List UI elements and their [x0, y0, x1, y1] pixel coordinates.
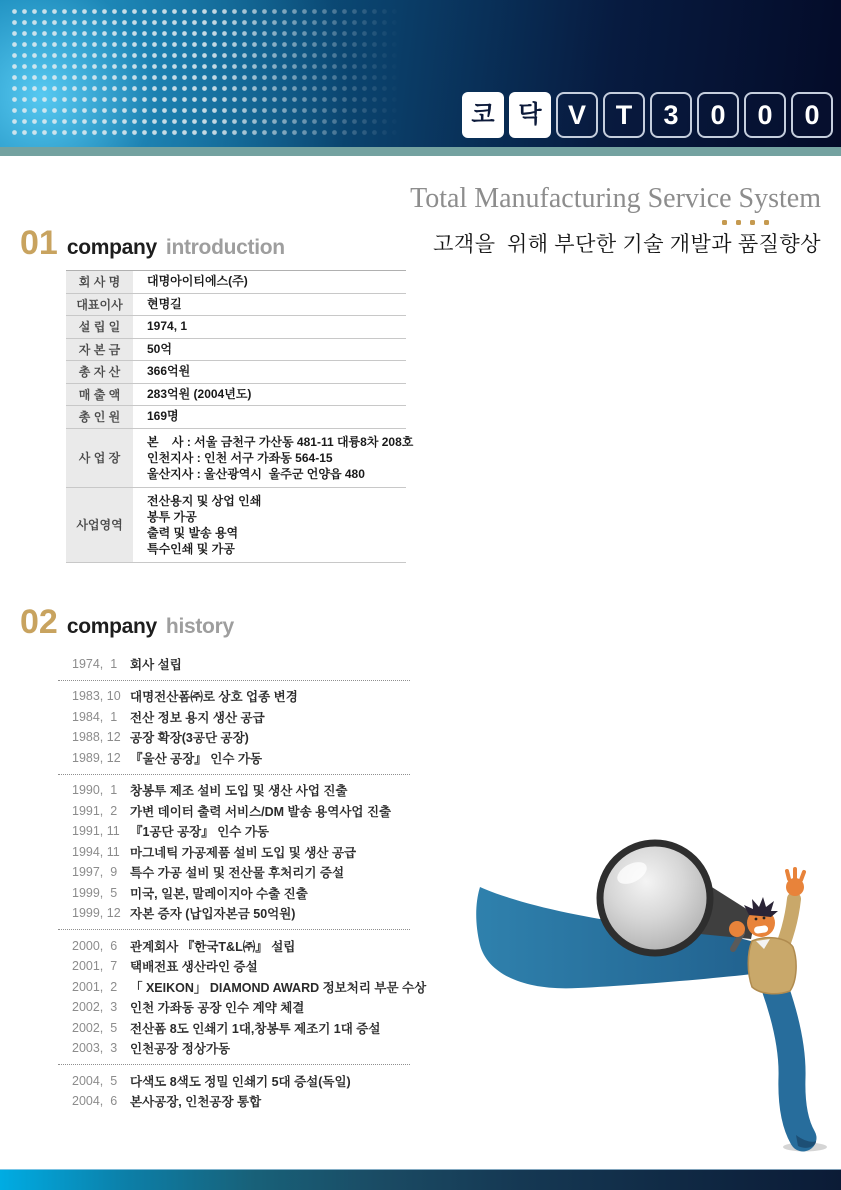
company-table-row [66, 361, 406, 384]
history-entry-text: 전산 정보 용지 생산 공급 [130, 710, 265, 725]
company-table-value [133, 361, 406, 383]
company-table-value-line: 봉투 가공 [147, 509, 197, 524]
header-dots-pattern [12, 9, 412, 139]
history-entry [58, 707, 410, 728]
company-table-label: 총 자 산 [66, 361, 133, 383]
section-intro-number: 01 [20, 224, 58, 262]
company-table-row [66, 429, 414, 488]
section-intro-title-bold: company [66, 236, 157, 259]
footer-gradient-bar [0, 1169, 841, 1190]
history-entry [58, 842, 410, 863]
company-table-value [133, 294, 406, 316]
company-table-value [133, 339, 406, 361]
history-entry-text: 전산폼 8도 인쇄기 1대,창봉투 제조기 1대 증설 [130, 1021, 381, 1036]
history-entry-date: 1990, 1 [72, 783, 118, 798]
history-entry-text: 관계회사 『한국T&L㈜』 설립 [130, 939, 296, 954]
tagline-english: Total Manufacturing Service System [410, 183, 821, 214]
section-intro-heading [20, 226, 285, 260]
tagline-dot [750, 220, 755, 225]
company-table [66, 270, 414, 563]
history-entry [58, 801, 410, 822]
history-list [58, 648, 427, 1117]
history-entry-date: 2001, 2 [72, 979, 118, 994]
mascot-illustration [460, 825, 835, 1160]
section-history-title-light: history [165, 615, 234, 638]
brand-logo-box: 닥 [509, 92, 551, 138]
page-header [0, 0, 841, 147]
company-table-row [66, 406, 406, 429]
company-table-value [133, 429, 413, 487]
history-entry [58, 780, 410, 801]
history-entry [58, 883, 410, 904]
history-entry-text: 「 XEIKON」 DIAMOND AWARD 정보처리 부문 수상 [130, 980, 427, 995]
history-entry-text: 택배전표 생산라인 증설 [130, 960, 258, 975]
section-history-number: 02 [20, 603, 58, 641]
history-entry [58, 1071, 410, 1092]
history-entry-date: 2004, 6 [72, 1094, 118, 1109]
company-table-value-line: 본 사 : 서울 금천구 가산동 481-11 대륭8차 208호 [147, 434, 414, 449]
company-table-row [66, 316, 406, 339]
mascot-fingers [787, 869, 804, 880]
company-table-label: 매 출 액 [66, 384, 133, 406]
company-table-value-line: 50억 [147, 341, 172, 356]
history-entry-text: 인천공장 정상가동 [130, 1042, 231, 1057]
company-table-label: 자 본 금 [66, 339, 133, 361]
history-entry-text: 인천 가좌동 공장 인수 계약 체결 [130, 1001, 305, 1016]
history-entry-date: 1999, 5 [72, 885, 118, 900]
company-table-value-line: 출력 및 발송 용역 [147, 525, 239, 540]
history-entry [58, 956, 410, 977]
company-table-value [133, 488, 406, 562]
company-table-value-line: 현명길 [147, 296, 182, 311]
history-entry-date: 2000, 6 [72, 938, 118, 953]
history-entry-text: 본사공장, 인천공장 통합 [130, 1095, 262, 1110]
header-divider-bar [0, 147, 841, 156]
brand-logo-box: T [603, 92, 645, 138]
history-entry-date: 1991, 11 [72, 824, 120, 839]
history-entry-text: 가변 데이터 출력 서비스/DM 발송 용역사업 진출 [130, 804, 392, 819]
brand-logo-box: 3 [650, 92, 692, 138]
history-entry [58, 862, 410, 883]
company-table-value-line: 1974, 1 [147, 319, 188, 333]
company-table-value-line: 169명 [147, 409, 179, 423]
section-history-title-bold: company [66, 615, 157, 638]
history-entry-text: 대명전산폼㈜로 상호 업종 변경 [130, 690, 298, 705]
company-table-row [66, 384, 406, 407]
history-entry-text: 다색도 8색도 정밀 인쇄기 5대 증설(독일) [130, 1074, 351, 1089]
history-entry [58, 1018, 410, 1039]
history-entry-text: 회사 설립 [130, 657, 182, 672]
company-table-value [133, 271, 406, 293]
history-entry-date: 2003, 3 [72, 1041, 118, 1056]
mascot-eye-left [755, 918, 758, 921]
company-table-label: 사 업 장 [66, 429, 133, 487]
brand-logo-box: 코 [462, 92, 504, 138]
tagline-dots [410, 220, 769, 225]
company-table-value-line: 인천지사 : 인천 서구 가좌동 564-15 [147, 450, 333, 465]
company-table-value-line: 대명아이티에스(주) [147, 274, 248, 288]
company-table-value-line: 전산용지 및 상업 인쇄 [147, 493, 262, 508]
history-entry-date: 1994, 11 [72, 844, 120, 859]
history-entry-text: 『울산 공장』 인수 가동 [130, 751, 263, 766]
history-entry [58, 686, 410, 707]
history-entry-text: 창봉투 제조 설비 도입 및 생산 사업 진출 [130, 784, 348, 799]
history-group [58, 775, 410, 931]
tagline-dot [722, 220, 727, 225]
history-entry [58, 654, 410, 675]
mascot-hair [744, 897, 778, 917]
company-table-row [66, 339, 406, 362]
history-entry-text: 『1공단 공장』 인수 가동 [130, 825, 269, 840]
company-table-row [66, 271, 406, 294]
history-entry-date: 1991, 2 [72, 803, 118, 818]
brand-logo-box: 0 [791, 92, 833, 138]
history-entry [58, 997, 410, 1018]
company-table-row [66, 294, 406, 317]
mascot-hand-holding [729, 921, 745, 937]
section-history-heading [20, 605, 234, 639]
history-entry-date: 1999, 12 [72, 906, 121, 921]
brand-logo [462, 92, 833, 138]
history-entry-date: 2001, 7 [72, 959, 118, 974]
history-entry-text: 자본 증자 (납입자본금 50억원) [130, 907, 296, 922]
company-table-value-line: 283억원 (2004년도) [147, 386, 252, 401]
history-entry-date: 1984, 1 [72, 709, 118, 724]
company-table-row [66, 488, 406, 563]
history-entry-date: 1997, 9 [72, 865, 118, 880]
company-table-value-line: 울산지사 : 울산광역시 울주군 언양읍 480 [147, 466, 365, 481]
company-table-label: 총 인 원 [66, 406, 133, 428]
company-table-label: 회 사 명 [66, 271, 133, 293]
history-entry [58, 821, 410, 842]
history-entry [58, 1038, 410, 1059]
history-entry-date: 2004, 5 [72, 1073, 118, 1088]
company-table-value [133, 406, 406, 428]
tagline-dot [736, 220, 741, 225]
company-table-value-line: 366억원 [147, 364, 191, 378]
history-entry [58, 748, 410, 769]
history-group [58, 930, 427, 1065]
history-entry-date: 1983, 10 [72, 689, 121, 704]
company-table-label: 설 립 일 [66, 316, 133, 338]
history-entry-text: 공장 확장(3공단 공장) [130, 731, 249, 746]
company-table-value-line: 특수인쇄 및 가공 [147, 541, 235, 556]
history-entry [58, 1091, 410, 1112]
megaphone-lens [600, 843, 710, 953]
mascot-torso [748, 938, 796, 994]
history-group [58, 681, 410, 775]
section-intro-title-light: introduction [165, 236, 285, 259]
history-group [58, 1065, 410, 1117]
brand-logo-box: 0 [744, 92, 786, 138]
history-entry-date: 1989, 12 [72, 750, 121, 765]
brand-logo-box: 0 [697, 92, 739, 138]
history-entry-date: 1988, 12 [72, 730, 121, 745]
history-entry [58, 727, 410, 748]
brand-logo-box: V [556, 92, 598, 138]
mascot-eye-right [763, 917, 766, 920]
history-entry [58, 903, 410, 924]
history-entry-date: 2002, 3 [72, 1000, 118, 1015]
history-entry-date: 1974, 1 [72, 656, 118, 671]
tagline-korean: 고객을 위해 부단한 기술 개발과 품질향상 [433, 231, 821, 256]
tagline-dot [764, 220, 769, 225]
company-table-label: 사업영역 [66, 488, 133, 562]
history-group [58, 648, 410, 681]
history-entry-text: 마그네틱 가공제품 설비 도입 및 생산 공급 [130, 845, 357, 860]
company-table-label: 대표이사 [66, 294, 133, 316]
company-table-value [133, 316, 406, 338]
history-entry [58, 936, 410, 957]
company-table-value [133, 384, 406, 406]
history-entry-text: 특수 가공 설비 및 전산물 후처리기 증설 [130, 866, 345, 881]
tagline-block [410, 184, 821, 258]
history-entry-text: 미국, 일본, 말레이지아 수출 진출 [130, 886, 308, 901]
history-entry-date: 2002, 5 [72, 1020, 118, 1035]
history-entry [58, 977, 427, 998]
